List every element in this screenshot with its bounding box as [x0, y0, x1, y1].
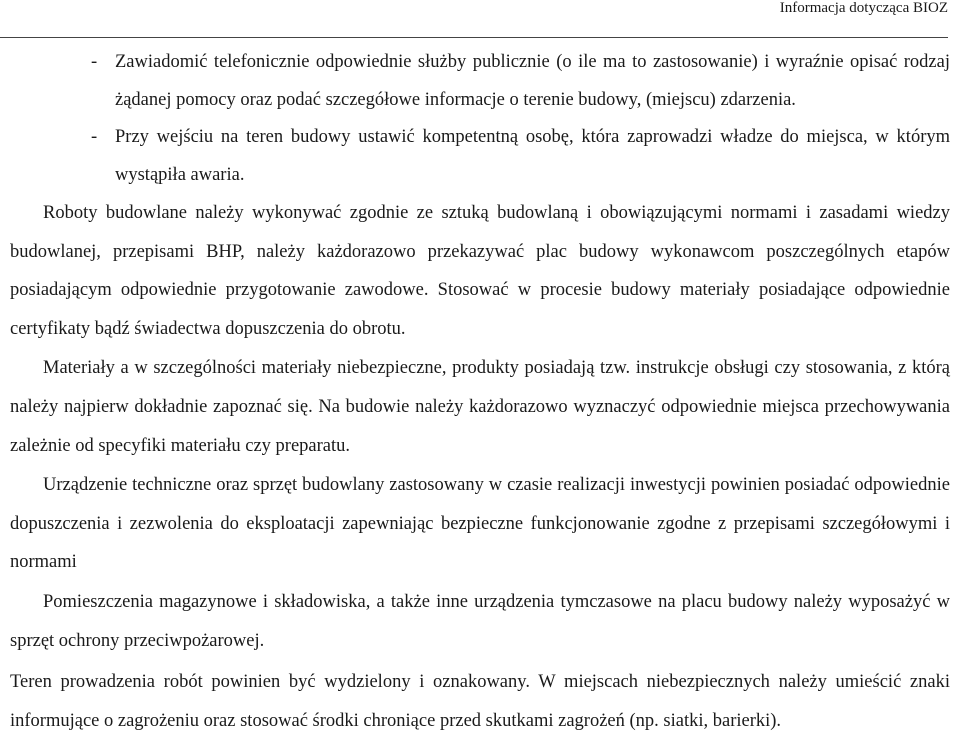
bullet-dash: - [91, 127, 98, 147]
paragraph-construction-works: Roboty budowlane należy wykonywać zgodnie ze sztuką budowlaną i obowiązującymi normami i zasadami wiedzy budowlanej, przepisami BHP, należy każdorazowo przekazywać plac budowy wykonawcom poszczególnych etapów posiadającym odpowiednie przygotowanie zawodowe. Stosować w procesie budowy materiały posiadające odpowiednie certyfikaty bądź świadectwa dopuszczenia do obrotu. [10, 203, 950, 339]
paragraph-storage: Pomieszczenia magazynowe i składowiska, a także inne urządzenia tymczasowe na placu budowy należy wyposażyć w sprzęt ochrony przeciwpożarowej. [10, 591, 950, 651]
paragraph-equipment: Urządzenie techniczne oraz sprzęt budowlany zastosowany w czasie realizacji inwestycji powinien posiadać odpowiednie dopuszczenia i zezwolenia do eksploatacji zapewniając bezpieczne funkcjonowanie zgodne z przepisami szczegółowymi i normami [10, 475, 950, 573]
bullet-item [10, 44, 950, 119]
page-header [0, 0, 948, 38]
bullet-text: Przy wejściu na teren budowy ustawić kompetentną osobę, która zaprowadzi władze do miejsca, w którym wystąpiła awaria. [115, 127, 950, 185]
bullet-item [10, 119, 950, 194]
document-body [10, 44, 950, 740]
bullet-dash: - [91, 52, 98, 72]
bullet-text: Zawiadomić telefonicznie odpowiednie służby publicznie (o ile ma to zastosowanie) i wyraźnie opisać rodzaj żądanej pomocy oraz podać szczegółowe informacje o terenie budowy, (miejscu) zdarzenia. [115, 52, 950, 110]
paragraph-site-marking: Teren prowadzenia robót powinien być wydzielony i oznakowany. W miejscach niebezpiecznych należy umieścić znaki informujące o zagrożeniu oraz stosować środki chroniące przed skutkami zagrożeń (np. siatki, barierki). [10, 672, 950, 731]
paragraph-materials: Materiały a w szczególności materiały niebezpieczne, produkty posiadają tzw. instrukcje obsługi czy stosowania, z którą należy najpierw dokładnie zapoznać się. Na budowie należy każdorazowo wyznaczyć odpowiednie miejsca przechowywania zależnie od specyfiki materiału czy preparatu. [10, 358, 950, 456]
header-title: Informacja dotycząca BIOZ [779, 0, 948, 16]
